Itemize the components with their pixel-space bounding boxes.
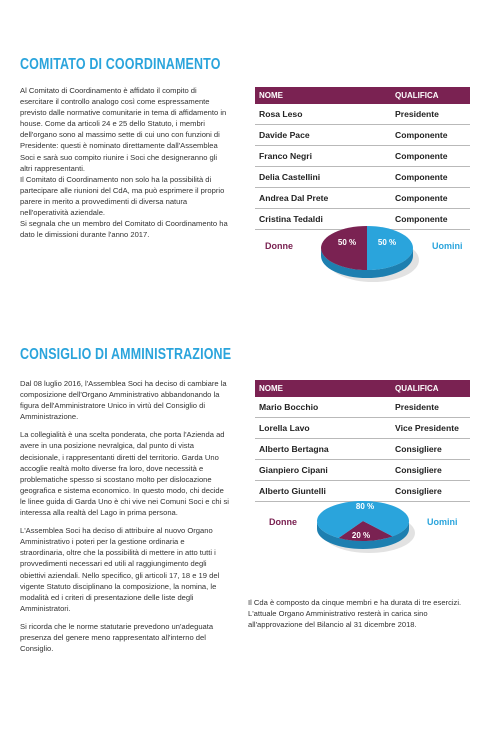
- pie-pct-donne: 20 %: [351, 531, 371, 540]
- member-name: Davide Pace: [259, 130, 310, 140]
- member-role: Presidente: [395, 402, 439, 412]
- member-role: Componente: [395, 214, 448, 224]
- member-role: Consigliere: [395, 465, 442, 475]
- consiglio-paragraph-1: Dal 08 luglio 2016, l'Assemblea Soci ha deciso di cambiare la composizione dell'Organo Amministrativo abbandonando la figura dell'Amministratore Unico in virtù del Consiglio di Amministrazione.: [20, 379, 227, 422]
- consiglio-paragraph-2: La collegialità è una scelta ponderata, che porta l'Azienda ad avere in una posizione nevralgica, dal punto di vista decisionale, i rappresentanti diretti del territorio. Garda Uno accoglie realtà molto diverse fra loro, dove necessità e problematiche spesso si scostano molto per dislocazione geografica e sistema economico. In questo modo, chi decide le linee guida di Garda Uno è chi vive nei Comuni Soci e chi si interessa alla realtà del Lago in prima persona.: [20, 430, 229, 518]
- member-name: Andrea Dal Prete: [259, 193, 329, 203]
- header-nome: NOME: [259, 91, 283, 100]
- pie-pct-uomini: 80 %: [355, 502, 375, 511]
- table-row: [255, 125, 470, 146]
- table-header: [255, 87, 470, 104]
- consiglio-note-2: L'attuale Organo Amministrativo resterà in carica sino all'approvazione del Bilancio al 31 dicembre 2018.: [248, 609, 428, 630]
- consiglio-note-1: Il Cda è composto da cinque membri e ha durata di tre esercizi.: [248, 598, 462, 607]
- member-name: Delia Castellini: [259, 172, 321, 182]
- table-row: [255, 460, 470, 481]
- member-name: Franco Negri: [259, 151, 313, 161]
- consiglio-paragraph-3: L'Assemblea Soci ha deciso di attribuire al nuovo Organo Amministrativo i poteri per la gestione ordinaria e straordinaria, oltre che la possibilità di mettere in atto tutti i provvedimenti necessari ed utili al raggiungimento degli obiettivi aziendali. Nello specifico, gli articoli 17, 18 e 19 del vigente Statuto disciplinano la composizione, la nomina, le modalità ed i criteri di presentazione delle liste degli Amministratori.: [20, 526, 220, 613]
- member-name: Mario Bocchio: [259, 402, 319, 412]
- member-name: Alberto Bertagna: [259, 444, 329, 454]
- pie-label-uomini: Uomini: [432, 241, 463, 251]
- consiglio-gender-pie: [255, 495, 470, 565]
- member-role: Componente: [395, 172, 448, 182]
- member-role: Componente: [395, 193, 448, 203]
- member-name: Lorella Lavo: [259, 423, 310, 433]
- section-title-consiglio: CONSIGLIO DI AMMINISTRAZIONE: [20, 346, 232, 363]
- member-role: Consigliere: [395, 486, 442, 496]
- member-name: Gianpiero Cipani: [259, 465, 328, 475]
- table-row: [255, 167, 470, 188]
- pie-label-donne: Donne: [269, 517, 297, 527]
- member-role: Componente: [395, 151, 448, 161]
- member-role: Presidente: [395, 109, 439, 119]
- member-name: Cristina Tedaldi: [259, 214, 323, 224]
- consiglio-members-table: [255, 380, 470, 502]
- consiglio-paragraph-4: Si ricorda che le norme statutarie prevedono un'adeguata presenza del genere meno rappresentato all'interno del Consiglio.: [20, 621, 214, 654]
- header-nome: NOME: [259, 384, 283, 393]
- header-qualifica: QUALIFICA: [395, 91, 439, 100]
- member-role: Componente: [395, 130, 448, 140]
- member-name: Rosa Leso: [259, 109, 303, 119]
- table-row: [255, 418, 470, 439]
- comitato-paragraph-1: Al Comitato di Coordinamento è affidato il compito di esercitare il controllo analogo così come espressamente previsto dalle normative comunitarie in tema di affidamento in house. Come da articoli 24 e 25 dello Statuto, i membri dell'organo sono al massimo sette di cui uno con funzioni di Presidente: questi è nominato direttamente dall'Assemblea Soci e sarà suo compito riunire i Soci che designeranno gli altri rappresentanti.: [20, 86, 227, 173]
- pie-label-uomini: Uomini: [427, 517, 458, 527]
- member-role: Consigliere: [395, 444, 442, 454]
- header-qualifica: QUALIFICA: [395, 384, 439, 393]
- table-row: [255, 439, 470, 460]
- consiglio-body-text: [20, 378, 230, 661]
- comitato-members-table: [255, 87, 470, 230]
- table-header: [255, 380, 470, 397]
- table-row: [255, 146, 470, 167]
- section-title-comitato: COMITATO DI COORDINAMENTO: [20, 56, 221, 73]
- comitato-gender-pie: [255, 220, 470, 295]
- pie-pct-donne: 50 %: [337, 238, 357, 247]
- comitato-paragraph-2: Il Comitato di Coordinamento non solo ha la possibilità di partecipare alle riunioni del CdA, ma può esprimere il proprio parere in merito a provvedimenti di diversa natura nell'operatività aziendale.: [20, 174, 225, 218]
- comitato-paragraph-3: Si segnala che un membro del Comitato di Coordinamento ha dato le dimissioni durante l'anno 2017.: [20, 219, 228, 240]
- member-name: Alberto Giuntelli: [259, 486, 326, 496]
- member-role: Vice Presidente: [395, 423, 459, 433]
- pie-pct-uomini: 50 %: [377, 238, 397, 247]
- pie-label-donne: Donne: [265, 241, 293, 251]
- comitato-body-text: [20, 85, 230, 240]
- table-row: [255, 397, 470, 418]
- table-row: [255, 104, 470, 125]
- consiglio-notes: [248, 597, 473, 630]
- pie-slices: [321, 226, 419, 282]
- table-row: [255, 188, 470, 209]
